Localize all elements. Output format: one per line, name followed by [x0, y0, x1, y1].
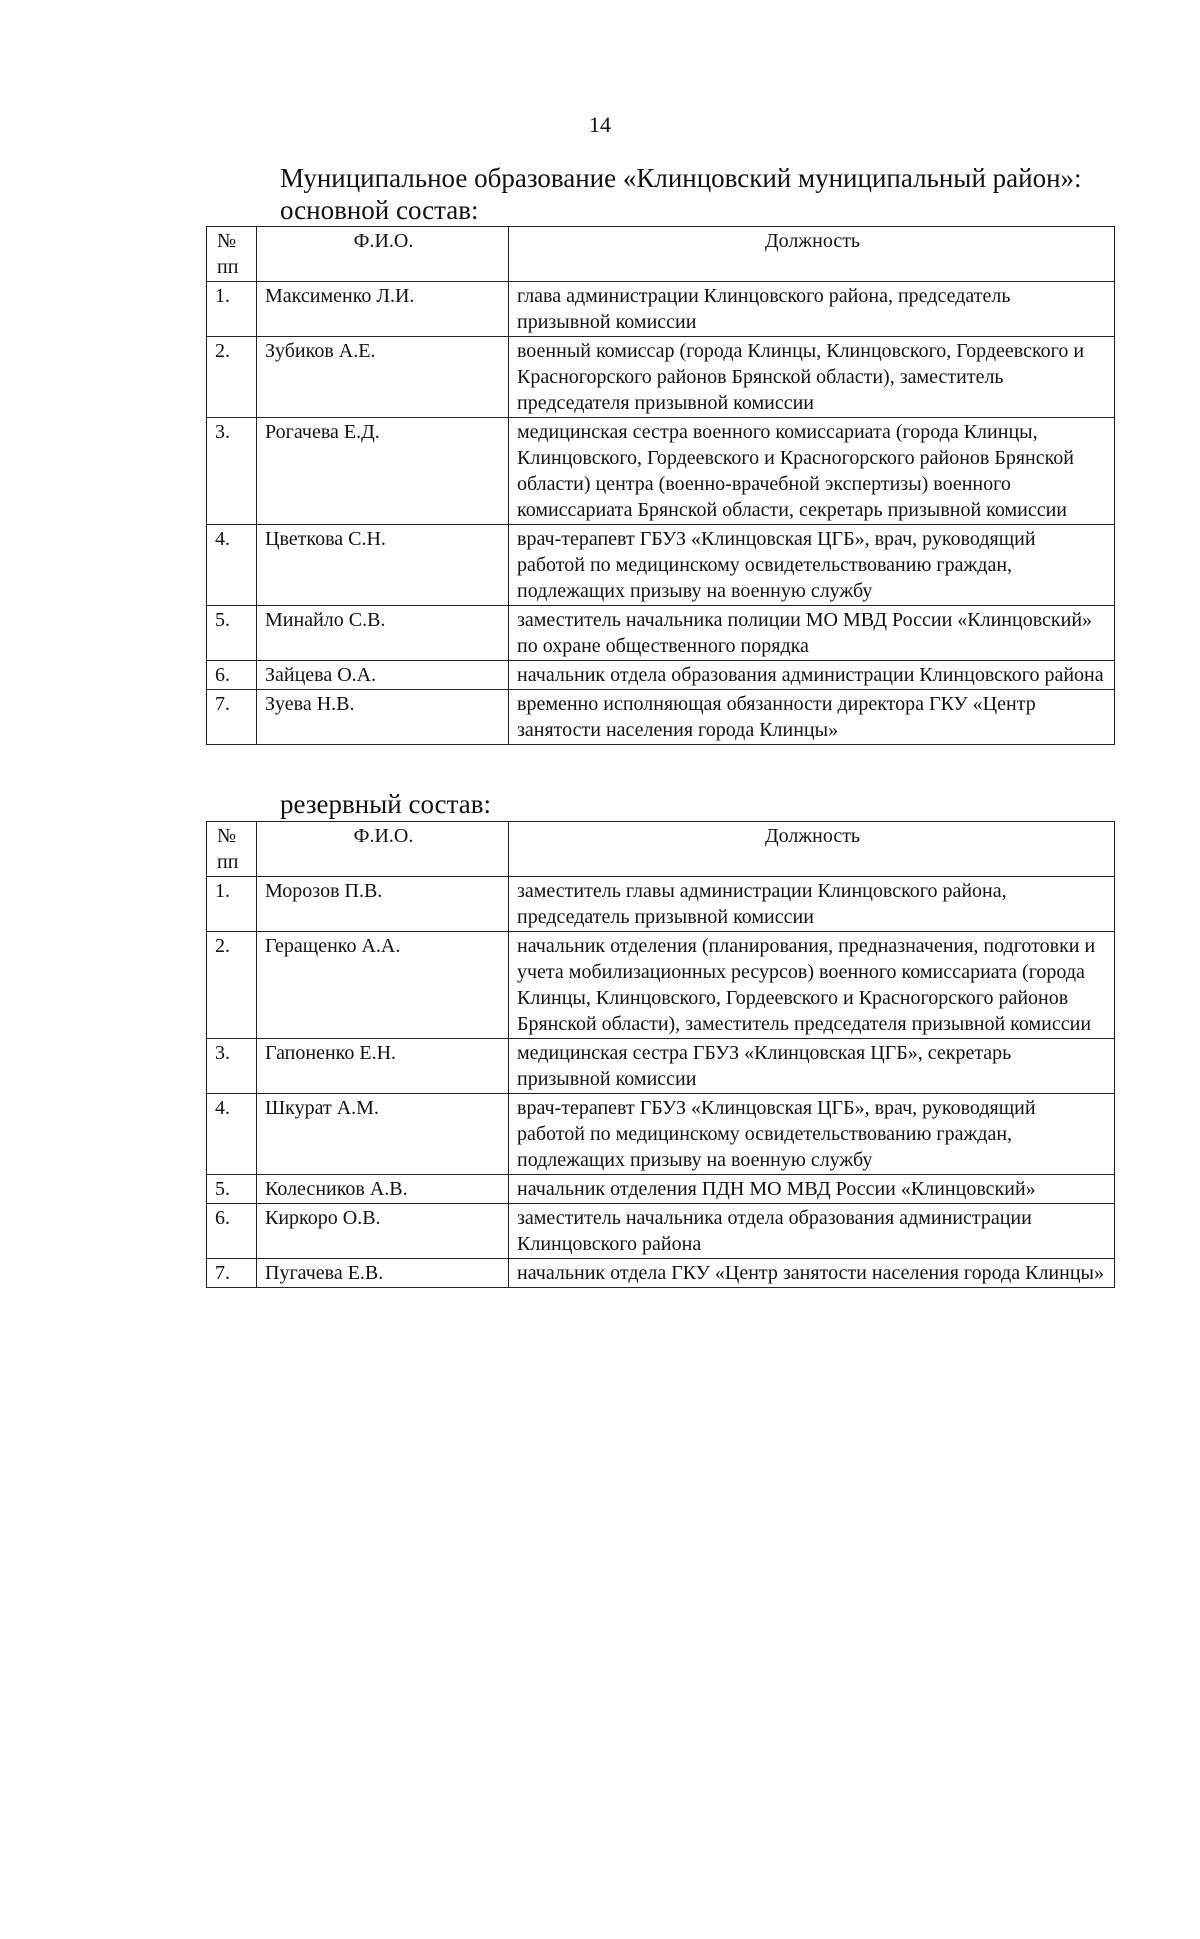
table-row — [207, 282, 1115, 337]
table-row — [207, 1094, 1115, 1175]
table-row — [207, 1175, 1115, 1204]
main-composition-table — [206, 226, 1115, 745]
member-position: медицинская сестра военного комиссариата (города Клинцы, Клинцовского, Гордеевского и Красногорского районов Брянской области) центра (военно-врачебной экспертизы) военного комиссариата Брянской области, секретарь призывной комиссии — [509, 418, 1115, 525]
table-row — [207, 1039, 1115, 1094]
table-header-row — [207, 822, 1115, 877]
column-header-position: Должность — [509, 227, 1115, 282]
column-header-name: Ф.И.О. — [257, 227, 509, 282]
row-number: 3. — [207, 1039, 257, 1094]
section-heading — [280, 162, 1082, 226]
row-number: 2. — [207, 932, 257, 1039]
row-number: 6. — [207, 1204, 257, 1259]
member-position: военный комиссар (города Клинцы, Клинцовского, Гордеевского и Красногорского районов Брянской области), заместитель председателя призывной комиссии — [509, 337, 1115, 418]
page-number: 14 — [589, 112, 611, 137]
municipality-title: Муниципальное образование «Клинцовский муниципальный район»: — [280, 163, 1082, 193]
column-header-number: № пп — [207, 822, 257, 877]
reserve-composition-table — [206, 821, 1115, 1288]
member-position: врач-терапевт ГБУЗ «Клинцовская ЦГБ», врач, руководящий работой по медицинскому освидетельствованию граждан, подлежащих призыву на военную службу — [509, 1094, 1115, 1175]
row-number: 7. — [207, 690, 257, 745]
table-row — [207, 661, 1115, 690]
member-name: Зуева Н.В. — [257, 690, 509, 745]
member-position: заместитель главы администрации Клинцовского района, председатель призывной комиссии — [509, 877, 1115, 932]
member-name: Колесников А.В. — [257, 1175, 509, 1204]
table-header-row — [207, 227, 1115, 282]
row-number: 7. — [207, 1259, 257, 1288]
column-header-position: Должность — [509, 822, 1115, 877]
member-position: начальник отдела ГКУ «Центр занятости населения города Клинцы» — [509, 1259, 1115, 1288]
member-name: Геращенко А.А. — [257, 932, 509, 1039]
member-position: врач-терапевт ГБУЗ «Клинцовская ЦГБ», врач, руководящий работой по медицинскому освидетельствованию граждан, подлежащих призыву на военную службу — [509, 525, 1115, 606]
member-name: Морозов П.В. — [257, 877, 509, 932]
row-number: 5. — [207, 606, 257, 661]
member-name: Минайло С.В. — [257, 606, 509, 661]
column-header-name: Ф.И.О. — [257, 822, 509, 877]
member-position: временно исполняющая обязанности директора ГКУ «Центр занятости населения города Клинцы» — [509, 690, 1115, 745]
table-row — [207, 1204, 1115, 1259]
member-position: глава администрации Клинцовского района, председатель призывной комиссии — [509, 282, 1115, 337]
table-row — [207, 418, 1115, 525]
main-composition-title: основной состав: — [280, 195, 479, 225]
row-number: 3. — [207, 418, 257, 525]
member-position: начальник отделения (планирования, предназначения, подготовки и учета мобилизационных ресурсов) военного комиссариата (города Клинцы, Клинцовского, Гордеевского и Красногорского районов Брянской области), заместитель председателя призывной комиссии — [509, 932, 1115, 1039]
member-name: Гапоненко Е.Н. — [257, 1039, 509, 1094]
member-position: начальник отдела образования администрации Клинцовского района — [509, 661, 1115, 690]
member-name: Максименко Л.И. — [257, 282, 509, 337]
row-number: 1. — [207, 877, 257, 932]
table-row — [207, 690, 1115, 745]
member-position: заместитель начальника полиции МО МВД России «Клинцовский» по охране общественного порядка — [509, 606, 1115, 661]
row-number: 5. — [207, 1175, 257, 1204]
table-row — [207, 606, 1115, 661]
member-name: Рогачева Е.Д. — [257, 418, 509, 525]
member-name: Шкурат А.М. — [257, 1094, 509, 1175]
member-position: начальник отделения ПДН МО МВД России «Клинцовский» — [509, 1175, 1115, 1204]
reserve-composition-title: резервный состав: — [280, 789, 492, 819]
row-number: 4. — [207, 1094, 257, 1175]
row-number: 6. — [207, 661, 257, 690]
table-row — [207, 877, 1115, 932]
table-row — [207, 932, 1115, 1039]
member-name: Киркоро О.В. — [257, 1204, 509, 1259]
table-row — [207, 525, 1115, 606]
member-position: заместитель начальника отдела образования администрации Клинцовского района — [509, 1204, 1115, 1259]
member-name: Пугачева Е.В. — [257, 1259, 509, 1288]
table-row — [207, 337, 1115, 418]
row-number: 2. — [207, 337, 257, 418]
table-row — [207, 1259, 1115, 1288]
member-position: медицинская сестра ГБУЗ «Клинцовская ЦГБ», секретарь призывной комиссии — [509, 1039, 1115, 1094]
member-name: Зубиков А.Е. — [257, 337, 509, 418]
member-name: Зайцева О.А. — [257, 661, 509, 690]
row-number: 1. — [207, 282, 257, 337]
row-number: 4. — [207, 525, 257, 606]
member-name: Цветкова С.Н. — [257, 525, 509, 606]
column-header-number: № пп — [207, 227, 257, 282]
